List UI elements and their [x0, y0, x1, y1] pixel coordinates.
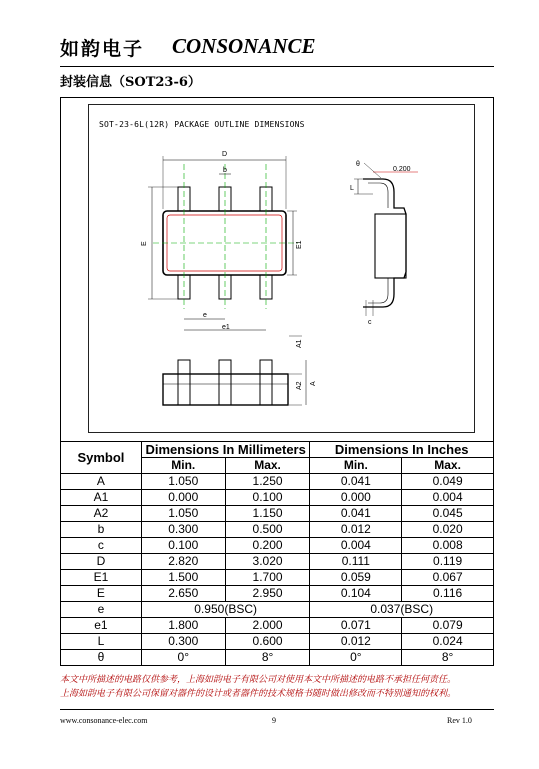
mm-min-cell: 2.650 [141, 586, 225, 602]
symbol-cell: E1 [61, 570, 142, 586]
top-view-labels [141, 151, 303, 331]
inch-min-cell: 0.041 [310, 506, 402, 522]
mm-max-cell: 2.000 [225, 618, 310, 634]
side-view-labels [296, 339, 317, 390]
table-row [61, 506, 494, 522]
inch-max-cell: 0.008 [402, 538, 494, 554]
inch-max-cell: 0.049 [402, 474, 494, 490]
mm-min-cell: 2.820 [141, 554, 225, 570]
mm-max-cell: 8° [225, 650, 310, 666]
inch-max-cell: 0.004 [402, 490, 494, 506]
gauge-plane-label: 0.200 [393, 166, 411, 173]
table-row [61, 618, 494, 634]
mm-max-cell: 2.950 [225, 586, 310, 602]
dim-label-L: L [350, 185, 354, 192]
table-row [61, 602, 494, 618]
table-row [61, 538, 494, 554]
inch-max-cell: 0.024 [402, 634, 494, 650]
inch-max-cell: 8° [402, 650, 494, 666]
dim-label-e: e [203, 312, 207, 319]
page-number: 9 [272, 716, 276, 725]
mm-min-cell: 0.300 [141, 634, 225, 650]
side-view-front [163, 336, 306, 405]
dimensions-table [60, 441, 494, 666]
mm-min-cell: 1.050 [141, 474, 225, 490]
mm-min-cell: 1.500 [141, 570, 225, 586]
mm-header: Dimensions In Millimeters [141, 442, 310, 458]
inch-min-cell: 0° [310, 650, 402, 666]
inch-max-cell: 0.079 [402, 618, 494, 634]
mm-max-cell: 0.200 [225, 538, 310, 554]
inch-min-header: Min. [310, 458, 402, 474]
end-view-labels [350, 161, 411, 326]
footer-website-link[interactable]: www.consonance-elec.com [60, 716, 148, 725]
dim-label-A1: A1 [296, 339, 303, 348]
table-row [61, 522, 494, 538]
mm-max-cell: 0.600 [225, 634, 310, 650]
dim-label-A2: A2 [296, 381, 303, 390]
inch-max-cell: 0.116 [402, 586, 494, 602]
inch-max-cell: 0.045 [402, 506, 494, 522]
symbol-header: Symbol [61, 442, 142, 474]
symbol-cell: e [61, 602, 142, 618]
mm-bsc-cell: 0.950(BSC) [141, 602, 310, 618]
top-view [148, 156, 298, 330]
brand-name-english: CONSONANCE [172, 34, 316, 58]
section-title: 封装信息（SOT23-6） [60, 75, 201, 90]
package-outline-drawing [88, 104, 475, 433]
dim-label-D: D [222, 151, 228, 158]
inch-max-header: Max. [402, 458, 494, 474]
inch-max-cell: 0.067 [402, 570, 494, 586]
inch-min-cell: 0.104 [310, 586, 402, 602]
inch-bsc-cell: 0.037(BSC) [310, 602, 494, 618]
inch-min-cell: 0.041 [310, 474, 402, 490]
mm-max-cell: 1.250 [225, 474, 310, 490]
dim-label-b: b [223, 167, 227, 174]
inch-min-cell: 0.059 [310, 570, 402, 586]
end-view [354, 163, 418, 316]
symbol-cell: A2 [61, 506, 142, 522]
symbol-cell: θ [61, 650, 142, 666]
mm-max-header: Max. [225, 458, 310, 474]
mm-min-cell: 0.300 [141, 522, 225, 538]
mm-min-cell: 0° [141, 650, 225, 666]
revision-label: Rev 1.0 [447, 716, 472, 725]
symbol-cell: L [61, 634, 142, 650]
mm-min-cell: 0.000 [141, 490, 225, 506]
mm-max-cell: 1.150 [225, 506, 310, 522]
dim-label-theta: θ [356, 161, 360, 168]
brand-name-chinese: 如韵电子 [60, 38, 145, 60]
inch-min-cell: 0.071 [310, 618, 402, 634]
dim-label-e1: e1 [222, 324, 230, 331]
inch-min-cell: 0.012 [310, 634, 402, 650]
symbol-cell: b [61, 522, 142, 538]
dim-label-E1: E1 [296, 240, 303, 249]
symbol-cell: e1 [61, 618, 142, 634]
table-row [61, 570, 494, 586]
footer-divider [60, 709, 494, 710]
inch-min-cell: 0.000 [310, 490, 402, 506]
mm-max-cell: 0.500 [225, 522, 310, 538]
inch-max-cell: 0.119 [402, 554, 494, 570]
inch-header: Dimensions In Inches [310, 442, 494, 458]
inch-max-cell: 0.020 [402, 522, 494, 538]
mm-min-cell: 1.800 [141, 618, 225, 634]
inch-min-cell: 0.004 [310, 538, 402, 554]
inch-min-cell: 0.111 [310, 554, 402, 570]
table-row [61, 650, 494, 666]
symbol-cell: E [61, 586, 142, 602]
table-row [61, 634, 494, 650]
inch-min-cell: 0.012 [310, 522, 402, 538]
mm-max-cell: 1.700 [225, 570, 310, 586]
disclaimer-note-1: 本文中所描述的电路仅供参考，上海如韵电子有限公司对使用本文中所描述的电路不承担任何责任。 [60, 675, 457, 685]
disclaimer-note-2: 上海如韵电子有限公司保留对器件的设计或者器件的技术规格书随时做出修改而不特别通知的权利。 [60, 689, 457, 699]
mm-min-cell: 0.100 [141, 538, 225, 554]
dim-label-E: E [141, 241, 148, 246]
symbol-cell: c [61, 538, 142, 554]
header-divider [60, 66, 494, 67]
mm-min-header: Min. [141, 458, 225, 474]
dim-label-c: c [368, 319, 372, 326]
symbol-cell: A1 [61, 490, 142, 506]
dim-label-A: A [310, 381, 317, 386]
mm-min-cell: 1.050 [141, 506, 225, 522]
symbol-cell: D [61, 554, 142, 570]
mm-max-cell: 0.100 [225, 490, 310, 506]
table-row [61, 554, 494, 570]
table-row [61, 474, 494, 490]
mm-max-cell: 3.020 [225, 554, 310, 570]
table-row [61, 586, 494, 602]
table-row [61, 490, 494, 506]
symbol-cell: A [61, 474, 142, 490]
drawing-title: SOT-23-6L(12R) PACKAGE OUTLINE DIMENSIONS [99, 120, 305, 129]
